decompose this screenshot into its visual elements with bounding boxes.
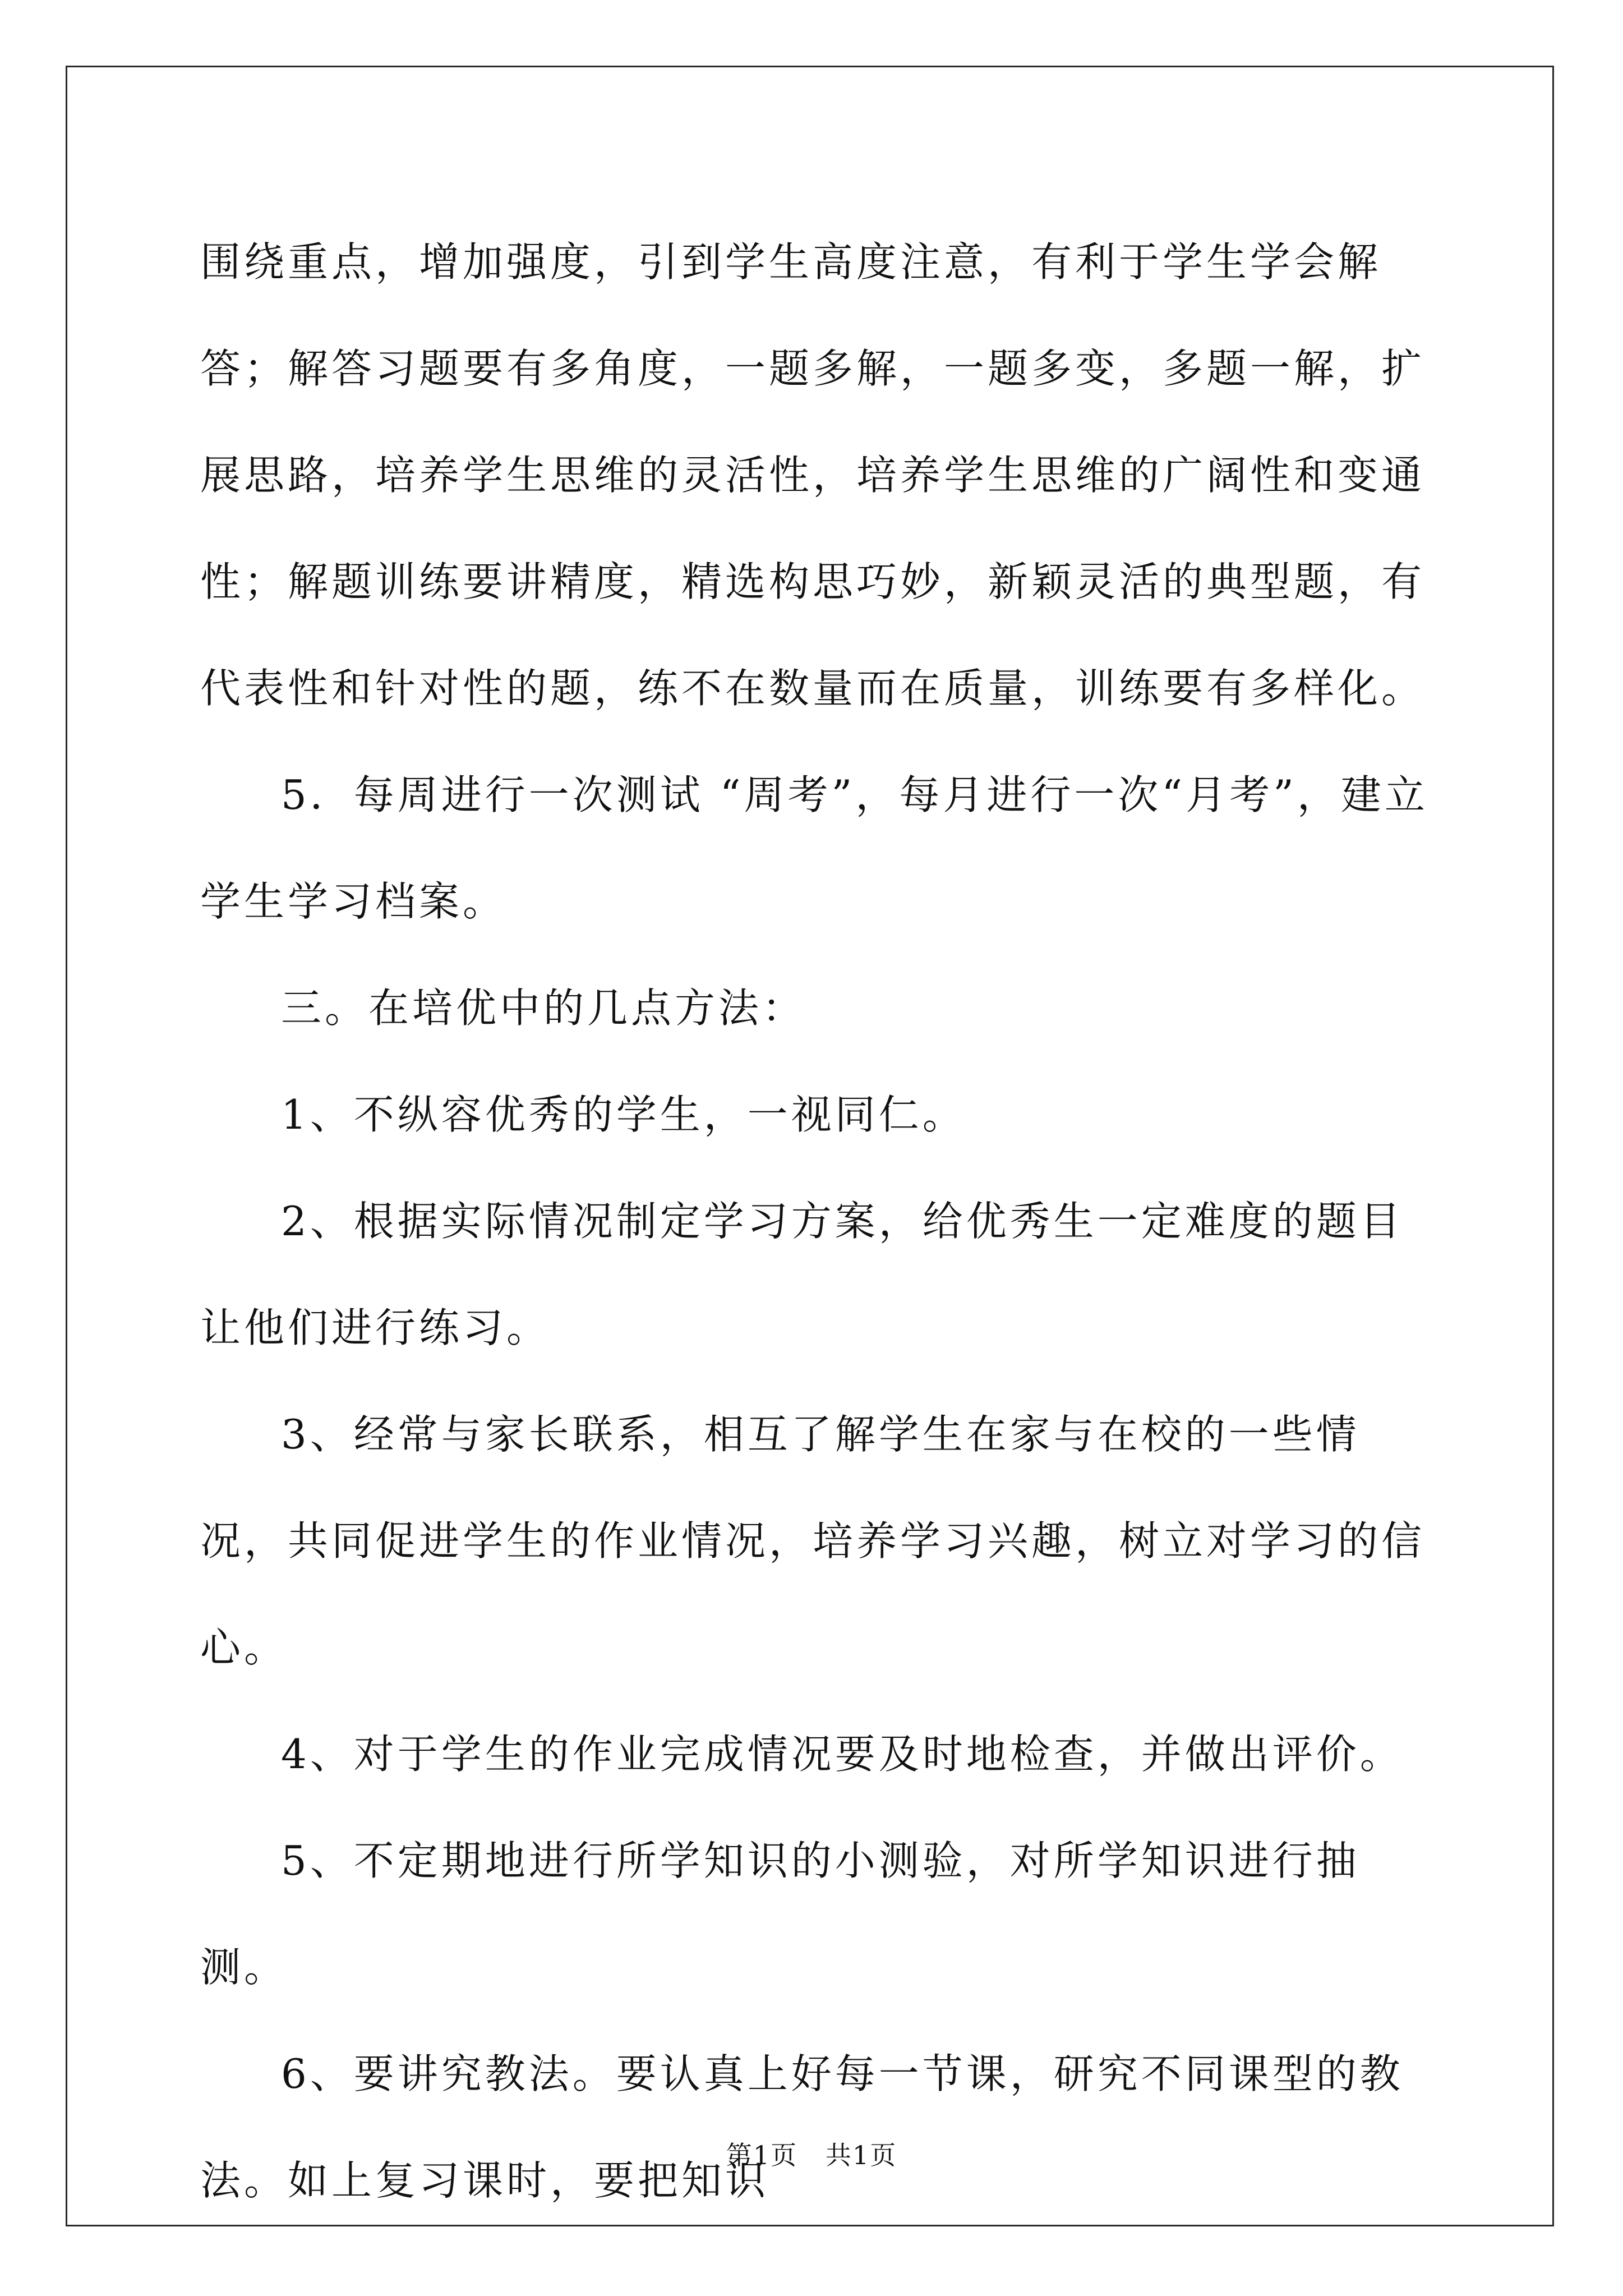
list-item-4: 4、对于学生的作业完成情况要及时地检查，并做出评价。: [281, 1731, 1404, 1778]
paragraph-weekly-test: 5．每周进行一次测试 “周考”，每月进行一次“月考”，建立学生学习档案。: [200, 771, 1428, 925]
page-number-footer: 第1页 共1页: [726, 2140, 897, 2170]
section-heading-methods: 三。在培优中的几点方法：: [281, 984, 806, 1032]
list-item-1: 1、不纵容优秀的学生，一视同仁。: [281, 1091, 966, 1138]
list-item-6: 6、要讲究教法。要认真上好每一节课，研究不同课型的教法。如上复习课时，要把知识: [200, 2050, 1404, 2204]
list-item-3: 3、经常与家长联系，相互了解学生在家与在校的一些情况，共同促进学生的作业情况，培养学习兴趣，树立对学习的信心。: [200, 1411, 1426, 1671]
list-item-5: 5、不定期地进行所学知识的小测验，对所学知识进行抽测。: [200, 1837, 1360, 1991]
list-item-2: 2、根据实际情况制定学习方案，给优秀生一定难度的题目让他们进行练习。: [200, 1198, 1404, 1351]
document-body: [200, 209, 1434, 2234]
paragraph-continuation: 围绕重点，增加强度，引到学生高度注意，有利于学生学会解答；解答习题要有多角度，一题多解，一题多变，多题一解，扩展思路，培养学生思维的灵活性，培养学生思维的广阔性和变通性；解题训练要讲精度，精选构思巧妙，新颖灵活的典型题，有代表性和针对性的题，练不在数量而在质量，训练要有多样化。: [200, 238, 1426, 712]
